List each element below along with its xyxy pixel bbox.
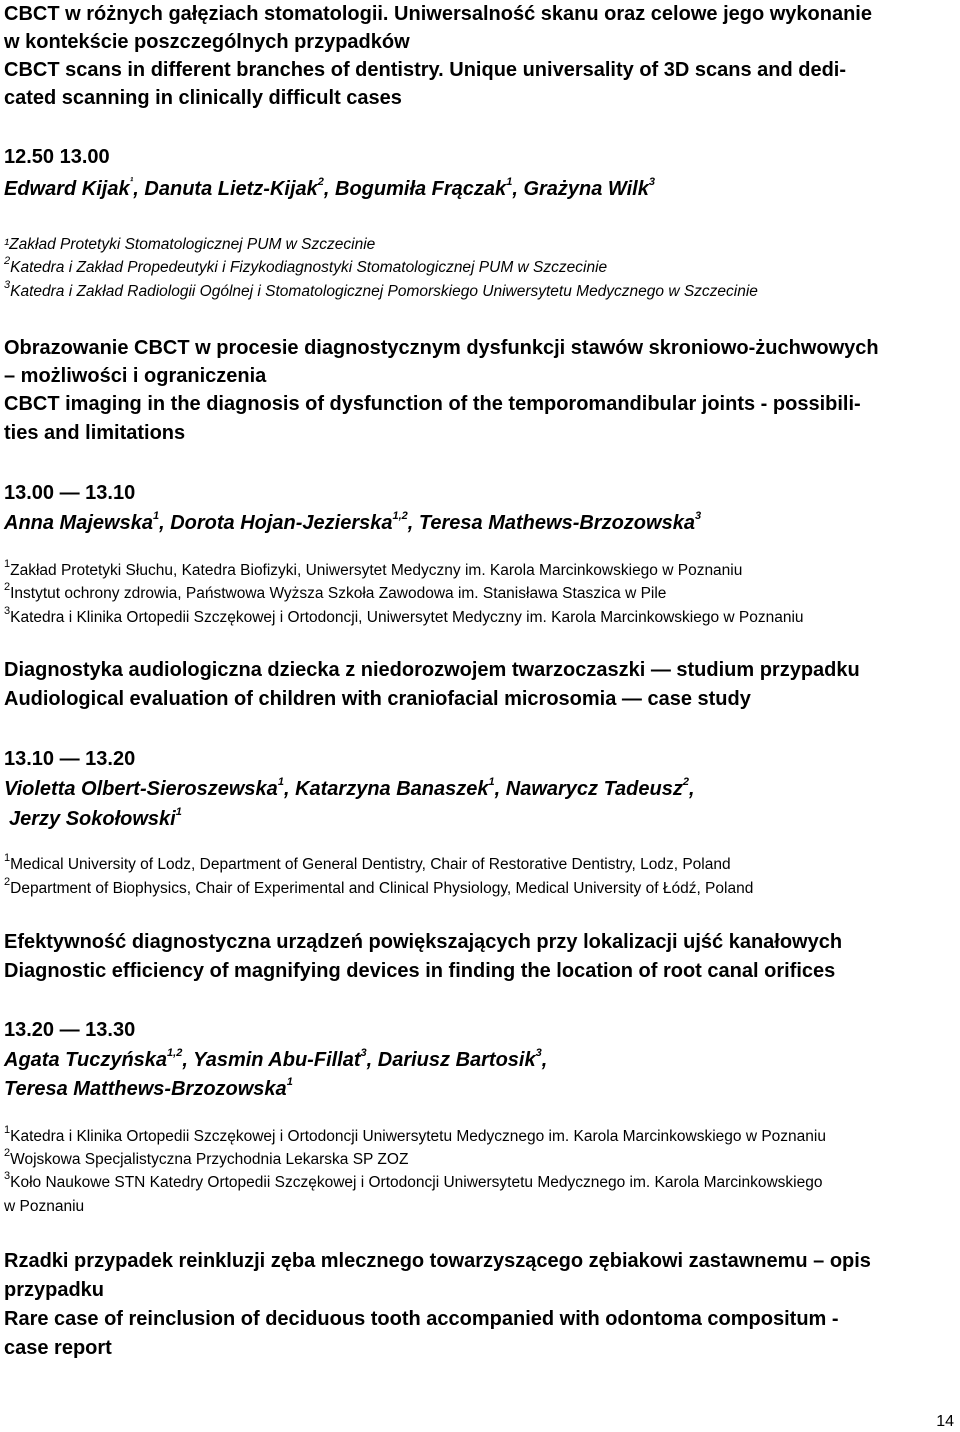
talk4-affiliation: $^3$Koło Naukowe STN Katedry Ortopedii Szczękowej i Ortodoncji Uniwersytetu Medycznego im. Karola Marcinkowskiego (4, 1169, 823, 1191)
author-affiliation-mark: ¹ (129, 176, 134, 189)
author-name: Edward Kijak (4, 178, 130, 200)
talk1-affiliation: $^3$Katedra i Zakład Radiologii Ogólnej i Stomatologicznej Pomorskiego Uniwersytetu Medycznego w Szczecinie (4, 278, 758, 300)
session-title-pl-line1: CBCT w różnych gałęziach stomatologii. Uniwersalność skanu oraz celowe jego wykonanie (4, 3, 872, 25)
author-name: Yasmin Abu-Fillat (193, 1049, 361, 1071)
author-affiliation-mark: 1 (152, 510, 160, 523)
author-name: Katarzyna Banaszek (295, 778, 489, 800)
author-name: Nawarycz Tadeusz (505, 778, 683, 800)
author-name: Teresa Matthews-Brzozowska (4, 1078, 287, 1100)
author-name: Grażyna Wilk (523, 178, 649, 200)
author-affiliation-mark: 1,2 (167, 1047, 183, 1060)
talk2-title-line: Diagnostyka audiologiczna dziecka z niedorozwojem twarzoczaszki — studium przypadku (4, 659, 860, 681)
talk4-title-line: case report (4, 1337, 112, 1359)
author-name: Dorota Hojan-Jezierska (170, 512, 393, 534)
talk1-title-line: – możliwości i ograniczenia (4, 365, 267, 387)
talk1-authors: Edward Kijak$^{^1}$, Danuta Lietz-Kijak$^2$, Bogumiła Frączak$^1$, Grażyna Wilk$^3$ (4, 176, 655, 200)
talk4-authors: Agata Tuczyńska$^{1,2}$, Yasmin Abu-Fillat$^3$, Dariusz Bartosik$^3$, (4, 1047, 548, 1071)
talk3-affiliation: $^2$Department of Biophysics, Chair of Experimental and Clinical Physiology, Medical University of Łódź, Poland (4, 875, 754, 897)
talk1-title-line: CBCT imaging in the diagnosis of dysfunction of the temporomandibular joints - possibili- (4, 393, 861, 415)
talk3-title-line: Efektywność diagnostyczna urządzeń powiększających przy lokalizacji ujść kanałowych (4, 931, 843, 953)
talk4-time: 13.20 — 13.30 (4, 1019, 136, 1041)
talk1-time: 12.50 13.00 (4, 146, 110, 168)
talk1-title-line: ties and limitations (4, 422, 186, 444)
author-affiliation-mark: 1 (175, 806, 182, 819)
talk3-time: 13.10 — 13.20 (4, 748, 136, 770)
author-affiliation-mark: 3 (694, 510, 702, 523)
page-number: 14 (936, 1413, 954, 1430)
talk4-affiliation: $^2$Wojskowa Specjalistyczna Przychodnia Lekarska SP ZOZ (4, 1146, 409, 1168)
author-name: Bogumiła Frączak (335, 178, 507, 200)
talk3-title-line: Diagnostic efficiency of magnifying devices in finding the location of root canal orifices (4, 960, 836, 982)
talk2-title-line: Audiological evaluation of children with craniofacial microsomia — case study (4, 688, 751, 710)
session-title-en-line2: cated scanning in clinically difficult cases (4, 87, 402, 109)
session-title-pl-line2: w kontekście poszczególnych przypadków (4, 31, 410, 53)
author-name: Violetta Olbert-Sieroszewska (4, 778, 278, 800)
author-affiliation-mark: 3 (535, 1047, 542, 1060)
talk4-authors (4, 1078, 293, 1101)
author-affiliation-mark: 2 (317, 176, 324, 189)
author-affiliation-mark: 1 (488, 776, 495, 789)
author-name: Teresa Mathews-Brzozowska (418, 512, 695, 534)
author-name: Danuta Lietz-Kijak (144, 178, 318, 200)
session-title-en-line1: CBCT scans in different branches of dentistry. Unique universality of 3D scans and dedi- (4, 59, 847, 81)
talk2-authors: Anna Majewska$^1$, Dorota Hojan-Jezierska$^{1,2}$, Teresa Mathews-Brzozowska$^3$ (4, 510, 702, 534)
talk4-title-line: przypadku (4, 1279, 105, 1301)
talk2-affiliation: $^3$Katedra i Klinika Ortopedii Szczękowej i Ortodoncji, Uniwersytet Medyczny im. Karola Marcinkowskiego w Poznaniu (4, 604, 804, 626)
talk1-title-line: Obrazowanie CBCT w procesie diagnostycznym dysfunkcji stawów skroniowo-żuchwowych (4, 337, 879, 359)
author-affiliation-mark: 1 (506, 176, 513, 189)
talk1-affiliation: $^2$Katedra i Zakład Propedeutyki i Fizykodiagnostyki Stomatologicznej PUM w Szczecinie (4, 254, 608, 276)
author-affiliation-mark: 1 (277, 776, 284, 789)
author-affiliation-mark: 1,2 (392, 510, 408, 523)
talk4-affiliation: w Poznaniu (4, 1198, 85, 1215)
author-affiliation-mark: 2 (682, 776, 689, 789)
author-affiliation-mark: 3 (648, 176, 655, 189)
talk2-time: 13.00 — 13.10 (4, 482, 136, 504)
talk2-affiliation: $^2$Instytut ochrony zdrowia, Państwowa Wyższa Szkoła Zawodowa im. Stanisława Staszica w Pile (4, 580, 667, 602)
talk3-authors: Violetta Olbert-Sieroszewska$^1$, Katarzyna Banaszek$^1$, Nawarycz Tadeusz$^2$, (4, 776, 695, 800)
talk4-title-line: Rzadki przypadek reinkluzji zęba mlecznego towarzyszącego zębiakowi zastawnemu – opis (4, 1250, 871, 1272)
talk3-authors (9, 808, 182, 831)
talk4-title-line: Rare case of reinclusion of deciduous tooth accompanied with odontoma compositum - (4, 1308, 839, 1330)
author-name: Agata Tuczyńska (4, 1049, 168, 1071)
talk4-affiliation: $^1$Katedra i Klinika Ortopedii Szczękowej i Ortodoncji Uniwersytetu Medycznego im. Karola Marcinkowskiego w Poznaniu (4, 1123, 826, 1145)
author-affiliation-mark: 3 (360, 1047, 367, 1060)
author-affiliation-mark: 1 (286, 1076, 293, 1089)
talk1-affiliation: ¹Zakład Protetyki Stomatologicznej PUM w Szczecinie (4, 236, 376, 253)
talk2-affiliation: $^1$Zakład Protetyki Słuchu, Katedra Biofizyki, Uniwersytet Medyczny im. Karola Marcinkowskiego w Poznaniu (4, 557, 743, 579)
talk3-affiliation: $^1$Medical University of Lodz, Department of General Dentistry, Chair of Restorative Dentistry, Lodz, Poland (4, 851, 731, 873)
author-name: Anna Majewska (4, 512, 153, 534)
author-name: Dariusz Bartosik (377, 1049, 536, 1071)
author-name: Jerzy Sokołowski (9, 808, 176, 830)
